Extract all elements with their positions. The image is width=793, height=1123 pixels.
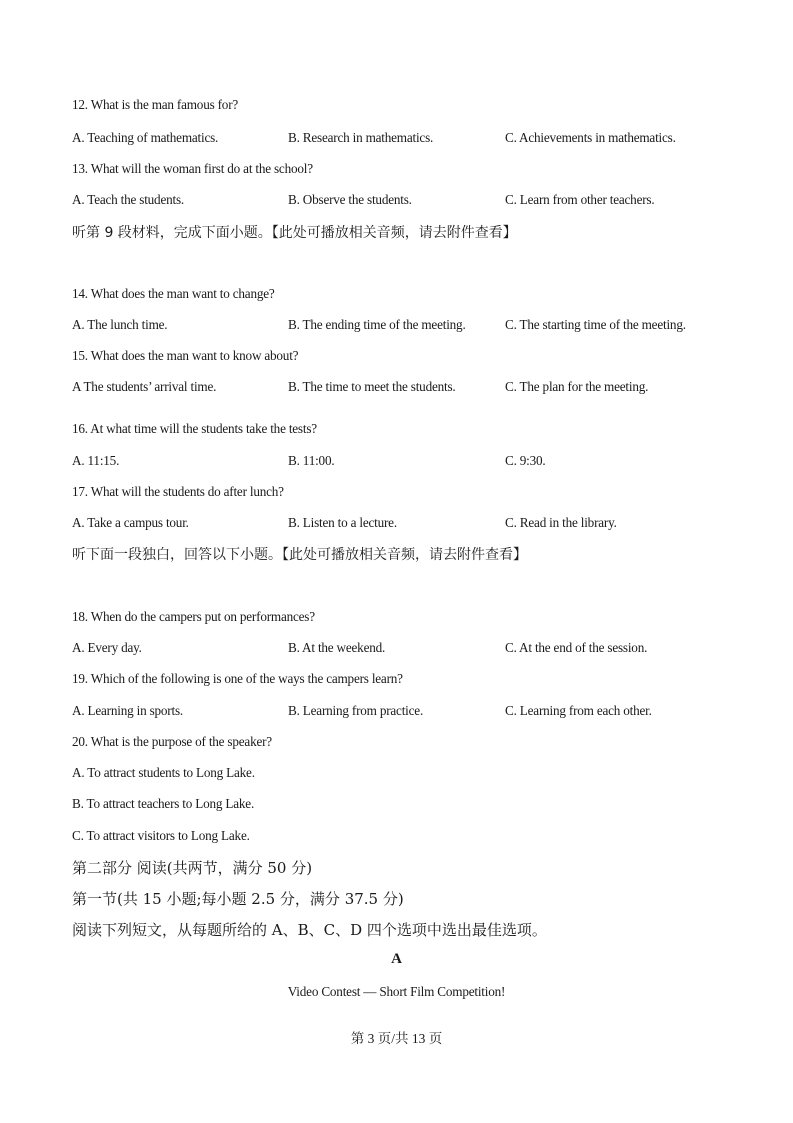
option-b: B. At the weekend. — [288, 640, 386, 655]
option-b: B. Listen to a lecture. — [288, 515, 397, 530]
question-14: 14. What does the man want to change? — [72, 286, 275, 301]
option-c: C. The starting time of the meeting. — [505, 317, 686, 332]
option-c: C. Read in the library. — [505, 515, 617, 530]
question-18: 18. When do the campers put on performances? — [72, 609, 315, 624]
question-15: 15. What does the man want to know about? — [72, 348, 299, 363]
option-c: C. 9:30. — [505, 453, 546, 468]
option-b: B. 11:00. — [288, 453, 335, 468]
options-16 — [0, 453, 793, 471]
option-b: B. Learning from practice. — [288, 703, 424, 718]
option-c: C. Learning from each other. — [505, 703, 652, 718]
option-c: C. To attract visitors to Long Lake. — [72, 828, 250, 843]
option-c: C. The plan for the meeting. — [505, 379, 649, 394]
question-20: 20. What is the purpose of the speaker? — [72, 734, 272, 749]
option-c: C. Learn from other teachers. — [505, 192, 655, 207]
options-18 — [0, 640, 793, 658]
option-a: A. Learning in sports. — [72, 703, 183, 718]
part2-directions: 阅读下列短文，从每题所给的 A、B、C、D 四个选项中选出最佳选项。 — [72, 921, 547, 939]
passage-title: Video Contest — Short Film Competition! — [287, 984, 506, 999]
option-a: A. The lunch time. — [72, 317, 168, 332]
question-16: 16. At what time will the students take the tests? — [72, 421, 317, 436]
option-a: A. Teach the students. — [72, 192, 184, 207]
option-a: A. Teaching of mathematics. — [72, 130, 219, 145]
option-a: A. Every day. — [72, 640, 142, 655]
options-13 — [0, 192, 793, 210]
option-b: B. The ending time of the meeting. — [288, 317, 466, 332]
options-15 — [0, 379, 793, 397]
question-19: 19. Which of the following is one of the ways the campers learn? — [72, 671, 403, 686]
option-b: B. Observe the students. — [288, 192, 412, 207]
question-17: 17. What will the students do after lunch? — [72, 484, 284, 499]
option-c: C. At the end of the session. — [505, 640, 648, 655]
passage-letter: A — [391, 951, 402, 967]
option-a: A. Take a campus tour. — [72, 515, 189, 530]
option-a: A. 11:15. — [72, 453, 120, 468]
option-b: B. To attract teachers to Long Lake. — [72, 796, 255, 811]
page-number: 第 3 页/共 13 页 — [350, 1031, 443, 1046]
monologue-instruction: 听下面一段独白，回答以下小题。【此处可播放相关音频，请去附件查看】 — [72, 547, 527, 563]
options-17 — [0, 515, 793, 533]
option-a: A The students’ arrival time. — [72, 379, 217, 394]
option-c: C. Achievements in mathematics. — [505, 130, 676, 145]
options-14 — [0, 317, 793, 335]
question-12: 12. What is the man famous for? — [72, 97, 239, 112]
part2-heading: 第二部分 阅读(共两节，满分 50 分) — [72, 859, 313, 877]
option-b: B. Research in mathematics. — [288, 130, 434, 145]
options-12 — [0, 130, 793, 148]
options-19 — [0, 703, 793, 721]
section-9-instruction: 听第 9 段材料，完成下面小题。【此处可播放相关音频，请去附件查看】 — [72, 225, 517, 241]
question-13: 13. What will the woman first do at the school? — [72, 161, 313, 176]
option-b: B. The time to meet the students. — [288, 379, 456, 394]
option-a: A. To attract students to Long Lake. — [72, 765, 255, 780]
part2-section1: 第一节(共 15 小题;每小题 2.5 分，满分 37.5 分) — [72, 890, 404, 908]
